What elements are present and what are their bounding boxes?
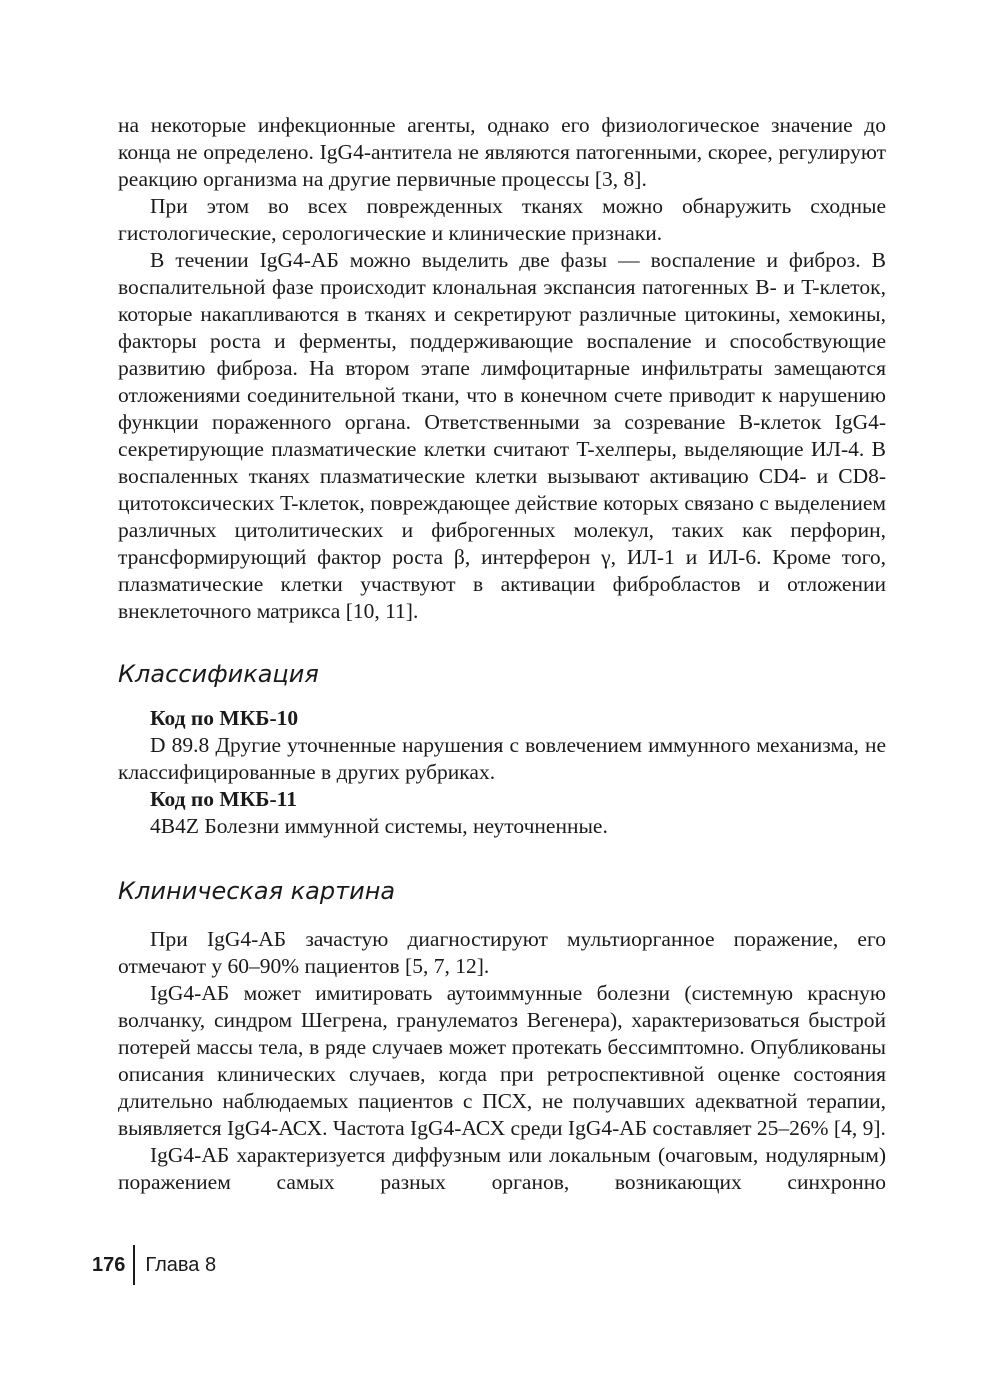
footer-divider <box>133 1245 135 1285</box>
body-paragraph-1: на некоторые инфекционные агенты, однако его физиологическое значение до конца не определено. IgG4-антитела не являются патогенными, скорее, регулируют реакцию организма на другие первичные процессы [3, 8]. <box>118 113 886 191</box>
icd10-heading: Код по МКБ-10 <box>150 706 299 730</box>
classification-heading: Классификация <box>118 660 319 688</box>
page-number: 176 <box>92 1253 126 1276</box>
clinical-paragraph-1: При IgG4-АБ зачастую диагностируют мультиорганное поражение, его отмечают у 60–90% пациентов [5, 7, 12]. <box>118 927 886 978</box>
icd11-heading: Код по МКБ-11 <box>150 787 297 811</box>
page-footer <box>92 1245 216 1285</box>
body-paragraph-2: При этом во всех поврежденных тканях можно обнаружить сходные гистологические, серологические и клинические признаки. <box>118 194 886 245</box>
icd-codes <box>118 705 886 840</box>
body-paragraph-3: В течении IgG4-АБ можно выделить две фазы — воспаление и фиброз. В воспалительной фазе происходит клональная экспансия патогенных B- и T-клеток, которые накапливаются в тканях и секретируют различные цитокины, хемокины, факторы роста и ферменты, поддерживающие воспаление и способствующие развитию фиброза. На втором этапе лимфоцитарные инфильтраты замещаются отложениями соединительной ткани, что в конечном счете приводит к нарушению функции пораженного органа. Ответственными за созревание B-клеток IgG4-секретирующие плазматические клетки считают T-хелперы, выделяющие ИЛ-4. В воспаленных тканях плазматические клетки вызывают активацию CD4- и CD8-цитотоксических T-клеток, повреждающее действие которых связано с выделением различных цитолитических и фиброгенных молекул, таких как перфорин, трансформирующий фактор роста β, интерферон γ, ИЛ-1 и ИЛ-6. Кроме того, плазматические клетки участвуют в активации фибробластов и отложении внеклеточного матрикса [10, 11]. <box>118 248 886 623</box>
chapter-label: Глава 8 <box>145 1253 217 1276</box>
icd11-text: 4B4Z Болезни иммунной системы, неуточненные. <box>150 814 608 838</box>
clinical-paragraph-3: IgG4-АБ характеризуется диффузным или локальным (очаговым, нодулярным) поражением самых разных органов, возникающих синхронно <box>118 1143 886 1194</box>
clinical-paragraph-2: IgG4-АБ может имитировать аутоиммунные болезни (системную красную волчанку, синдром Шегрена, гранулематоз Вегенера), характеризоваться быстрой потерей массы тела, в ряде случаев может протекать бессимптомно. Опубликованы описания клинических случаев, когда при ретроспективной оценке состояния длительно наблюдаемых пациентов с ПСХ, не получавших адекватной терапии, выявляется IgG4-АСХ. Частота IgG4-АСХ среди IgG4-АБ составляет 25–26% [4, 9]. <box>118 981 886 1140</box>
clinical-heading: Клиническая картина <box>118 877 396 905</box>
icd10-text: D 89.8 Другие уточненные нарушения с вовлечением иммунного механизма, не классифицированные в других рубриках. <box>118 733 886 784</box>
page-content <box>118 112 886 1196</box>
